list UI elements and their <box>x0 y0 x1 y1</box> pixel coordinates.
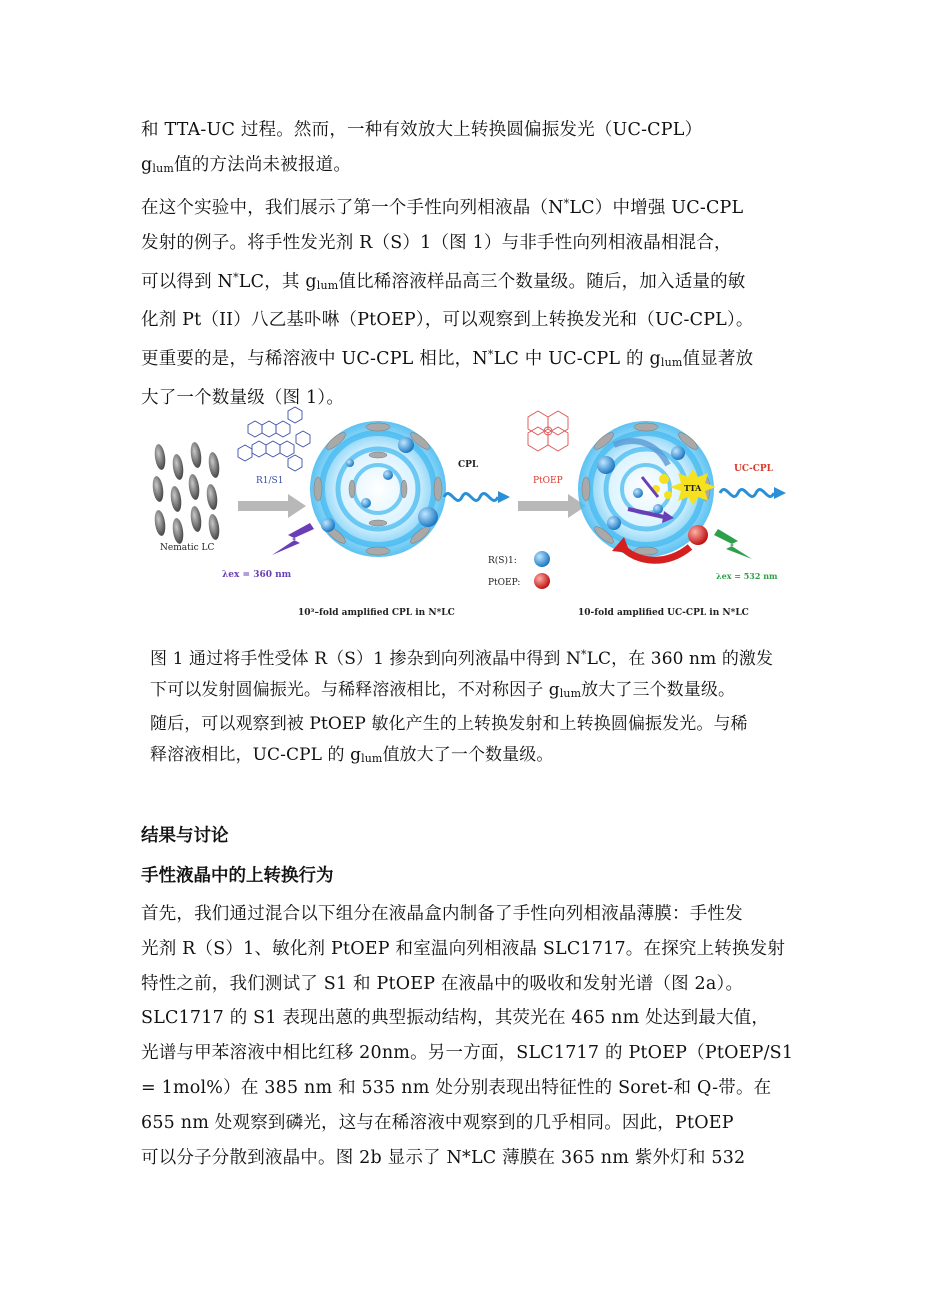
p3-line-8: 可以分子分散到液晶中。图 2b 显示了 N*LC 薄膜在 365 nm 紫外灯和 532 <box>141 1147 746 1168</box>
intro-line-2-text: 值的方法尚未被报道。 <box>174 154 352 175</box>
lum-subscript: lum <box>152 161 175 175</box>
upconversion-paragraph <box>141 897 793 1175</box>
star-superscript: * <box>487 348 494 362</box>
r1s1-molecule-structure <box>238 407 310 471</box>
p2-line-3b: LC，其 g <box>238 271 317 292</box>
star-superscript: * <box>233 270 239 284</box>
caption-line-2b: 放大了三个数量级。 <box>581 679 736 700</box>
star-superscript: * <box>563 197 570 210</box>
g-symbol: g <box>141 154 153 175</box>
caption-line-4b: 值放大了一个数量级。 <box>382 744 554 765</box>
experiment-paragraph <box>141 187 793 416</box>
ptoep-arrow-label: PtOEP <box>533 476 563 486</box>
p3-line-3: 特性之前，我们测试了 S1 和 PtOEP 在液晶中的吸收和发射光谱（图 2a）。 <box>141 973 744 994</box>
ptoep-structure <box>528 411 568 451</box>
cpl-label: CPL <box>458 460 479 470</box>
tta-label: TTA <box>684 483 702 493</box>
p3-line-5: 光谱与甲苯溶液中相比红移 20nm。另一方面，SLC1717 的 PtOEP（PtOEP/S1 <box>141 1043 794 1064</box>
p3-line-1: 首先，我们通过混合以下组分在液晶盒内制备了手性向列相液晶薄膜：手性发 <box>141 904 743 924</box>
p2-line-5b: LC 中 UC-CPL 的 g <box>493 349 661 370</box>
p3-line-7: 655 nm 处观察到磷光，这与在稀溶液中观察到的几乎相同。因此，PtOEP <box>141 1112 734 1133</box>
p2-line-5a: 更重要的是，与稀溶液中 UC-CPL 相比，N <box>141 349 488 370</box>
p2-line-3 <box>141 261 793 304</box>
p2-line-1a: 在这个实验中，我们展示了第一个手性向列相液晶（N <box>141 198 564 218</box>
caption-line-1b: LC，在 360 nm 的激发 <box>586 649 774 669</box>
figure-1-scheme <box>138 405 798 627</box>
p3-line-4: SLC1717 的 S1 表现出蒽的典型振动结构，其荧光在 465 nm 处达到最大值， <box>141 1008 770 1029</box>
process-arrow-2 <box>518 494 586 518</box>
p2-line-3c: 值比稀溶液样品高三个数量级。随后，加入适量的敏 <box>338 271 746 292</box>
uccpl-arrowhead <box>774 487 786 499</box>
p2-line-1b: LC）中增强 UC-CPL <box>569 198 744 218</box>
p2-line-1 <box>141 187 793 226</box>
intro-paragraph <box>141 113 793 187</box>
lum-subscript: lum <box>559 686 582 700</box>
r1s1-label: R1/S1 <box>256 476 284 486</box>
section-heading-results: 结果与讨论 <box>141 826 229 846</box>
legend-blue-sphere <box>534 551 550 567</box>
excitation-532-label: λex = 532 nm <box>716 571 778 581</box>
nematic-lc-label: Nematic LC <box>160 543 215 553</box>
p2-line-3a: 可以得到 N <box>141 271 234 292</box>
left-panel-caption: 10³–fold amplified CPL in N*LC <box>298 608 455 618</box>
lum-subscript: lum <box>660 356 683 370</box>
caption-line-1a: 图 1 通过将手性受体 R（S）1 掺杂到向列液晶中得到 N <box>150 649 581 669</box>
p3-line-6: = 1mol%）在 385 nm 和 535 nm 处分别表现出特征性的 Soret-和 Q-带。在 <box>141 1077 772 1098</box>
p2-line-2: 发射的例子。将手性发光剂 R（S）1（图 1）与非手性向列相液晶相混合， <box>141 232 732 253</box>
intro-line-1: 和 TTA-UC 过程。然而，一种有效放大上转换圆偏振发光（UC-CPL） <box>141 120 703 140</box>
p2-line-4: 化剂 Pt（II）八乙基卟啉（PtOEP），可以观察到上转换发光和（UC-CPL）。 <box>141 310 754 331</box>
caption-line-2a: 下可以发射圆偏振光。与稀释溶液相比，不对称因子 g <box>150 679 560 700</box>
uccpl-label: UC-CPL <box>734 464 774 474</box>
legend-ptoep-label: PtOEP: <box>488 578 521 588</box>
chiral-lc-helix-left <box>310 421 446 557</box>
caption-line-1 <box>150 640 790 675</box>
p2-line-5c: 值显著放 <box>682 349 754 370</box>
uv-excitation-bolt <box>272 523 314 555</box>
cpl-arrowhead <box>498 491 510 503</box>
cpl-helix-wave <box>444 494 498 501</box>
caption-line-2 <box>150 675 790 710</box>
lum-subscript: lum <box>316 278 339 292</box>
nematic-lc-rods <box>151 441 221 544</box>
star-superscript: * <box>580 648 587 661</box>
right-panel-caption: 10-fold amplified UC-CPL in N*LC <box>578 608 749 618</box>
caption-line-4a: 释溶液相比，UC-CPL 的 g <box>150 744 362 765</box>
legend-red-sphere <box>534 573 550 589</box>
excitation-360-label: λex = 360 nm <box>222 570 292 580</box>
caption-line-4 <box>150 740 790 775</box>
process-arrow-1 <box>238 494 306 518</box>
intro-line-2 <box>141 148 793 187</box>
p3-line-2: 光剂 R（S）1、敏化剂 PtOEP 和室温向列相液晶 SLC1717。在探究上转换发射 <box>141 938 786 959</box>
green-excitation-bolt <box>714 529 752 559</box>
subsection-heading-upconversion: 手性液晶中的上转换行为 <box>141 866 334 886</box>
caption-line-3: 随后，可以观察到被 PtOEP 敏化产生的上转换发射和上转换圆偏振发光。与稀 <box>150 714 748 734</box>
lum-subscript: lum <box>361 751 383 765</box>
p2-line-6: 大了一个数量级（图 1）。 <box>141 387 345 408</box>
p2-line-5 <box>141 338 793 381</box>
uccpl-helix-wave <box>720 490 774 497</box>
legend-rs1-label: R(S)1: <box>488 556 517 566</box>
figure-1-caption <box>150 640 790 774</box>
